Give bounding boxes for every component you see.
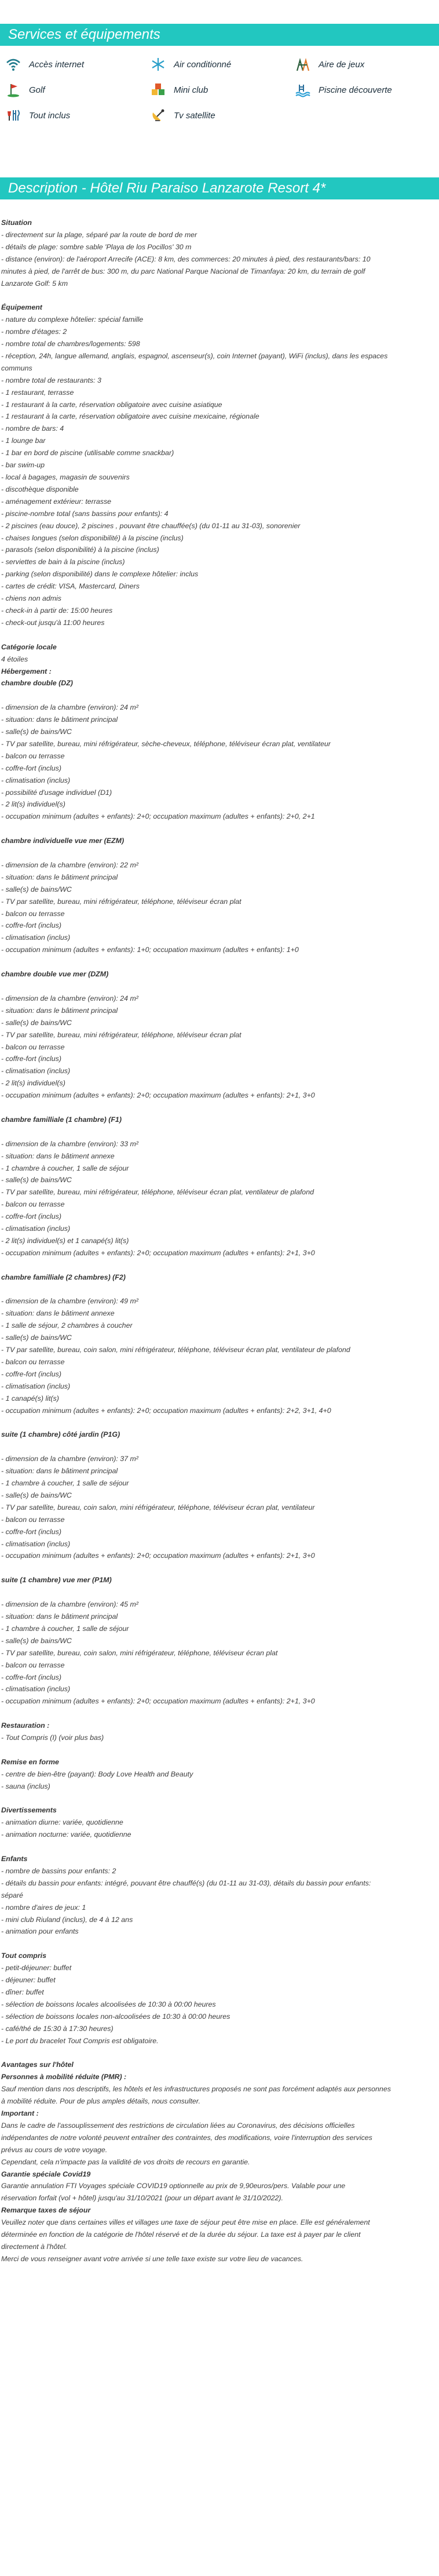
description-line [1, 1102, 438, 1114]
description-line [1, 1744, 438, 1756]
description-line: - balcon ou terrasse [1, 909, 65, 918]
facility-label: Tout inclus [29, 110, 71, 121]
facility-label: Piscine découverte [319, 85, 392, 95]
description-line: - sauna (inclus) [1, 1782, 50, 1790]
description-line: Lanzarote Golf: 5 km [1, 279, 68, 288]
description-line: séparé [1, 1891, 23, 1899]
services-header: Services et équipements [0, 24, 439, 46]
section-heading: Tout compris [1, 1952, 47, 1960]
all-inclusive-icon [5, 107, 22, 124]
description-line: - aménagement extérieur: terrasse [1, 497, 112, 506]
section-heading: Garantie spéciale Covid19 [1, 2170, 91, 2178]
description-line: - TV par satellite, bureau, coin salon, mini réfrigérateur, téléphone, téléviseur écran plat, ventilateur de plafond [1, 1346, 350, 1354]
section-heading: chambre familliale (1 chambre) (F1) [1, 1115, 122, 1124]
description-line: - serviettes de bain à la piscine (inclus) [1, 558, 125, 566]
description-line: - balcon ou terrasse [1, 1515, 65, 1524]
facility-golf [5, 81, 144, 99]
description-line: - salle(s) de bains/WC [1, 885, 72, 893]
section-heading: suite (1 chambre) côté jardin (P1G) [1, 1430, 120, 1439]
description-line: - TV par satellite, bureau, mini réfrigérateur, sèche-cheveux, téléphone, téléviseur écran plat, ventilateur [1, 739, 331, 748]
section-heading: Équipement [1, 303, 42, 312]
section-heading: Restauration : [1, 1721, 50, 1730]
description-line: - 1 chambre à coucher, 1 salle de séjour [1, 1164, 129, 1172]
section-heading: Hébergement : [1, 667, 52, 675]
description-line: - climatisation (inclus) [1, 1225, 71, 1233]
facility-satellite-tv [149, 107, 288, 124]
facility-mini-club [149, 81, 288, 99]
description-line: - dimension de la chambre (environ): 45 m² [1, 1600, 138, 1609]
description-line [1, 1126, 438, 1138]
description-line: - occupation minimum (adultes + enfants): 2+0; occupation maximum (adultes + enfants): 2+1, 3+0 [1, 1248, 315, 1257]
description-line: - salle(s) de bains/WC [1, 1334, 72, 1342]
description-line: - nombre total de chambres/logements: 598 [1, 340, 140, 348]
description-line [1, 1793, 438, 1805]
section-heading: Divertissements [1, 1806, 57, 1815]
section-heading: suite (1 chambre) vue mer (P1M) [1, 1576, 112, 1585]
description-header: Description - Hôtel Riu Paraiso Lanzarote Resort 4* [0, 177, 439, 199]
description-line [1, 1417, 438, 1429]
description-line: Sauf mention dans nos descriptifs, les hôtels et les infrastructures proposés ne sont pas forcément adaptés aux personnes [1, 2085, 391, 2094]
description-line: déterminée en fonction de la catégorie de l'hôtel réservé et de la durée du séjour. La taxe est à payer par le client [1, 2230, 361, 2239]
description-line: - 1 restaurant à la carte, réservation obligatoire avec cuisine mexicaine, régionale [1, 412, 259, 421]
description-line: - climatisation (inclus) [1, 933, 71, 942]
description-line: - situation: dans le bâtiment annexe [1, 1151, 115, 1160]
facility-label: Golf [29, 85, 45, 95]
description-line [1, 823, 438, 835]
description-line: Garantie annulation FTI Voyages spéciale COVID19 optionnelle au prix de 9,90euros/pers. Valable pour une [1, 2182, 346, 2190]
description-line: communs [1, 364, 32, 372]
description-line: - détails de plage: sombre sable 'Playa de los Pocillos' 30 m [1, 242, 192, 251]
section-heading: Catégorie locale [1, 642, 57, 651]
description-line [1, 956, 438, 968]
description-line: directement à l'hôtel. [1, 2243, 67, 2251]
description-line: - animation nocturne: variée, quotidienne [1, 1830, 131, 1839]
description-line [1, 1707, 438, 1720]
description-line: - balcon ou terrasse [1, 1200, 65, 1209]
description-line [1, 1284, 438, 1296]
facilities-grid [0, 56, 439, 148]
description-line: - dimension de la chambre (environ): 24 m² [1, 994, 138, 1002]
facility-label: Aire de jeux [319, 59, 365, 70]
description-line: - sélection de boissons locales alcoolisées de 10:30 à 00:00 heures [1, 2000, 216, 2008]
facility-air-conditioning [149, 56, 288, 73]
description-line: 4 étoiles [1, 655, 28, 663]
description-line: - dimension de la chambre (environ): 33 m² [1, 1139, 138, 1148]
description-line: - nombre d'aires de jeux: 1 [1, 1903, 86, 1912]
mini-club-icon [149, 81, 167, 99]
description-line: - climatisation (inclus) [1, 1382, 71, 1390]
description-line: - coffre-fort (inclus) [1, 921, 61, 930]
section-heading: Remise en forme [1, 1757, 59, 1766]
description-line: - situation: dans le bâtiment annexe [1, 1309, 115, 1318]
facility-label: Tv satellite [174, 110, 215, 121]
description-line: - TV par satellite, bureau, mini réfrigérateur, téléphone, téléviseur écran plat [1, 897, 242, 906]
description-line: - coffre-fort (inclus) [1, 1055, 61, 1063]
description-line: - 1 salle de séjour, 2 chambres à coucher [1, 1321, 133, 1330]
description-line: - piscine-nombre total (sans bassins pour enfants): 4 [1, 509, 169, 518]
description-line [1, 629, 438, 641]
description-line: - occupation minimum (adultes + enfants): 2+0; occupation maximum (adultes + enfants): 2+0, 2+1 [1, 812, 315, 821]
description-line: - balcon ou terrasse [1, 1042, 65, 1051]
section-heading: chambre double (DZ) [1, 679, 73, 688]
section-heading: Enfants [1, 1855, 28, 1863]
description-line: - salle(s) de bains/WC [1, 1491, 72, 1499]
description-line: prévus au cours de votre voyage. [1, 2145, 108, 2154]
description-line: - sélection de boissons locales non-alcoolisées de 10:30 à 00:00 heures [1, 2012, 231, 2021]
description-line: - nombre de bassins pour enfants: 2 [1, 1866, 116, 1875]
description-line: - distance (environ): de l'aéroport Arrecife (ACE): 8 km, des commerces: 20 minutes à pied, des restaurants/bars: 10 [1, 255, 371, 263]
description-line: - centre de bien-être (payant): Body Love Health and Beauty [1, 1770, 193, 1778]
description-line: indépendantes de notre volonté peuvent entraîner des contraintes, des modifications, voire l'interruption des services [1, 2133, 372, 2142]
snowflake-icon [149, 56, 167, 73]
description-line: Merci de vous renseigner avant votre arrivée si une telle taxe existe sur votre lieu de vacances. [1, 2254, 303, 2263]
description-line: - balcon ou terrasse [1, 1358, 65, 1367]
description-line: - 1 bar en bord de piscine (utilisable comme snackbar) [1, 449, 174, 457]
description-line: - occupation minimum (adultes + enfants): 2+0; occupation maximum (adultes + enfants): 2+1, 3+0 [1, 1091, 315, 1100]
facility-label: Air conditionné [174, 59, 232, 70]
description-line: - check-out jusqu'à 11:00 heures [1, 618, 105, 627]
section-heading: Remarque taxes de séjour [1, 2206, 91, 2215]
description-line: minutes à pied, de l'arrêt de bus: 300 m, du parc National Parque Nacional de Timanfaya: 20 km, du terrain de golf [1, 267, 365, 275]
description-line: - 2 lit(s) individuel(s) et 1 canapé(s) lit(s) [1, 1236, 129, 1245]
description-line: - 2 lit(s) individuel(s) [1, 1079, 65, 1088]
description-line: - coffre-fort (inclus) [1, 1212, 61, 1221]
description-line: à mobilité réduite. Pour de plus amples détails, nous consulter. [1, 2097, 200, 2106]
description-line: - check-in à partir de: 15:00 heures [1, 606, 113, 615]
section-heading: Avantages sur l'hôtel [1, 2061, 74, 2069]
description-line: - salle(s) de bains/WC [1, 1018, 72, 1027]
description-line [1, 2047, 438, 2059]
description-line: - salle(s) de bains/WC [1, 1176, 72, 1185]
description-line: - 2 piscines (eau douce), 2 piscines , pouvant être chauffée(s) (du 01-11 au 31-03), sonorenier [1, 521, 301, 530]
description-line: - café/thé de 15:30 à 17:30 heures) [1, 2024, 114, 2033]
description-line: Veuillez noter que dans certaines villes et villages une taxe de séjour peut être mise en place. Elle est généralement [1, 2218, 370, 2227]
description-line: - local à bagages, magasin de souvenirs [1, 473, 130, 482]
description-line [1, 847, 438, 859]
description-line: - Le port du bracelet Tout Compris est obligatoire. [1, 2036, 159, 2045]
description-line: - dimension de la chambre (environ): 22 m² [1, 860, 138, 869]
description-line: - parasols (selon disponibilité) à la piscine (inclus) [1, 546, 159, 554]
description-line: - 1 restaurant à la carte, réservation obligatoire avec cuisine asiatique [1, 400, 222, 409]
section-heading: Personnes à mobilité réduite (PMR) : [1, 2073, 127, 2081]
facility-label: Mini club [174, 85, 208, 95]
description-line: - situation: dans le bâtiment principal [1, 1006, 118, 1015]
section-heading: chambre individuelle vue mer (EZM) [1, 837, 125, 845]
description-line: - 1 canapé(s) lit(s) [1, 1394, 59, 1403]
description-line: - situation: dans le bâtiment principal [1, 1467, 118, 1476]
description-line: - nombre total de restaurants: 3 [1, 376, 101, 384]
facility-playground [294, 56, 433, 73]
description-line: - discothèque disponible [1, 485, 79, 493]
description-line: - 1 restaurant, terrasse [1, 388, 74, 397]
description-line: - dîner: buffet [1, 1988, 44, 1996]
description-body [0, 217, 439, 2265]
description-line: - dimension de la chambre (environ): 37 m² [1, 1455, 138, 1463]
description-line [1, 1938, 438, 1950]
description-line: - occupation minimum (adultes + enfants): 1+0; occupation maximum (adultes + enfants): 1+0 [1, 946, 299, 954]
description-line: - climatisation (inclus) [1, 1685, 71, 1694]
description-line: - détails du bassin pour enfants: intégré, pouvant être chauffé(s) (du 01-11 au 31-03), détails du bassin pour enfants: [1, 1879, 371, 1887]
section-heading: Important : [1, 2109, 39, 2118]
description-line: - chaises longues (selon disponibilité) à la piscine (inclus) [1, 533, 184, 542]
description-line: - situation: dans le bâtiment principal [1, 873, 118, 881]
description-line [1, 289, 438, 301]
description-line: - 1 chambre à coucher, 1 salle de séjour [1, 1624, 129, 1633]
description-line: - chiens non admis [1, 594, 61, 603]
section-heading: Situation [1, 219, 32, 227]
description-line [1, 1441, 438, 1453]
description-line: - dimension de la chambre (environ): 49 m² [1, 1297, 138, 1306]
description-line [1, 1259, 438, 1271]
description-line: - balcon ou terrasse [1, 1661, 65, 1669]
description-line: - TV par satellite, bureau, mini réfrigérateur, téléphone, téléviseur écran plat, ventilateur de plafond [1, 1188, 314, 1197]
description-line: - coffre-fort (inclus) [1, 764, 61, 772]
description-line: - TV par satellite, bureau, coin salon, mini réfrigérateur, téléphone, téléviseur écran plat [1, 1648, 278, 1657]
description-line: - déjeuner: buffet [1, 1976, 56, 1985]
description-line: - salle(s) de bains/WC [1, 1636, 72, 1645]
description-line: - Tout Compris (I) (voir plus bas) [1, 1734, 104, 1742]
description-line [1, 1586, 438, 1598]
description-line: - situation: dans le bâtiment principal [1, 715, 118, 724]
description-line [1, 689, 438, 702]
description-line: - climatisation (inclus) [1, 1067, 71, 1076]
description-line: - 1 chambre à coucher, 1 salle de séjour [1, 1479, 129, 1488]
description-line: - climatisation (inclus) [1, 1539, 71, 1548]
description-line [1, 980, 438, 993]
description-line: - nombre d'étages: 2 [1, 328, 67, 336]
pool-icon [294, 81, 312, 99]
description-line: - animation diurne: variée, quotidienne [1, 1818, 123, 1827]
satellite-tv-icon [149, 107, 167, 124]
wifi-icon [5, 56, 22, 73]
section-heading: chambre double vue mer (DZM) [1, 970, 109, 979]
description-line: Cependant, cela n'impacte pas la validité de vos droits de recours en garantie. [1, 2157, 250, 2166]
facility-outdoor-pool [294, 81, 433, 99]
description-line: - 1 lounge bar [1, 437, 46, 445]
description-line: réservation forfait (vol + hôtel) jusqu'au 31/10/2021 (pour un départ avant le 31/10/2022). [1, 2194, 283, 2203]
description-line: - occupation minimum (adultes + enfants): 2+0; occupation maximum (adultes + enfants): 2+1, 3+0 [1, 1552, 315, 1560]
description-line [1, 1841, 438, 1853]
description-line: - bar swim-up [1, 461, 45, 470]
description-line: - coffre-fort (inclus) [1, 1673, 61, 1681]
description-line: Dans le cadre de l'assouplissement des restrictions de circulation liées au Coronavirus, des décisions officielles [1, 2121, 355, 2130]
description-line: - petit-déjeuner: buffet [1, 1964, 72, 1972]
description-line: - coffre-fort (inclus) [1, 1369, 61, 1378]
description-line: - possibilité d'usage individuel (D1) [1, 788, 112, 797]
golf-icon [5, 81, 22, 99]
description-line: - animation pour enfants [1, 1927, 79, 1936]
description-line: - nombre de bars: 4 [1, 424, 64, 433]
description-line: - 2 lit(s) individuel(s) [1, 800, 65, 809]
description-line: - occupation minimum (adultes + enfants): 2+0; occupation maximum (adultes + enfants): 2+2, 3+1, 4+0 [1, 1406, 331, 1415]
description-line [1, 1562, 438, 1574]
description-line: - cartes de crédit: VISA, Mastercard, Diners [1, 582, 140, 591]
description-line: - directement sur la plage, séparé par la route de bord de mer [1, 230, 197, 239]
facility-all-inclusive [5, 107, 144, 124]
description-line: - TV par satellite, bureau, coin salon, mini réfrigérateur, téléphone, téléviseur écran plat, ventilateur [1, 1503, 315, 1512]
description-line: - salle(s) de bains/WC [1, 728, 72, 736]
description-line: - climatisation (inclus) [1, 776, 71, 784]
facility-internet [5, 56, 144, 73]
description-line: - mini club Riuland (inclus), de 4 à 12 ans [1, 1915, 133, 1924]
playground-icon [294, 56, 312, 73]
description-line: - coffre-fort (inclus) [1, 1527, 61, 1536]
description-line: - dimension de la chambre (environ): 24 m² [1, 703, 138, 712]
description-line: - nature du complexe hôtelier: spécial famille [1, 315, 144, 324]
description-line: - occupation minimum (adultes + enfants): 2+0; occupation maximum (adultes + enfants): 2+1, 3+0 [1, 1697, 315, 1706]
facility-label: Accès internet [29, 59, 85, 70]
description-line: - situation: dans le bâtiment principal [1, 1612, 118, 1621]
description-line: - balcon ou terrasse [1, 751, 65, 760]
section-heading: chambre familliale (2 chambres) (F2) [1, 1273, 126, 1281]
description-line: - parking (selon disponibilité) dans le complexe hôtelier: inclus [1, 570, 199, 579]
description-line: - réception, 24h, langue allemand, anglais, espagnol, ascenseur(s), coin Internet (payant), WiFi (inclus), dans les espaces [1, 351, 388, 360]
description-line: - TV par satellite, bureau, mini réfrigérateur, téléphone, téléviseur écran plat [1, 1030, 242, 1039]
